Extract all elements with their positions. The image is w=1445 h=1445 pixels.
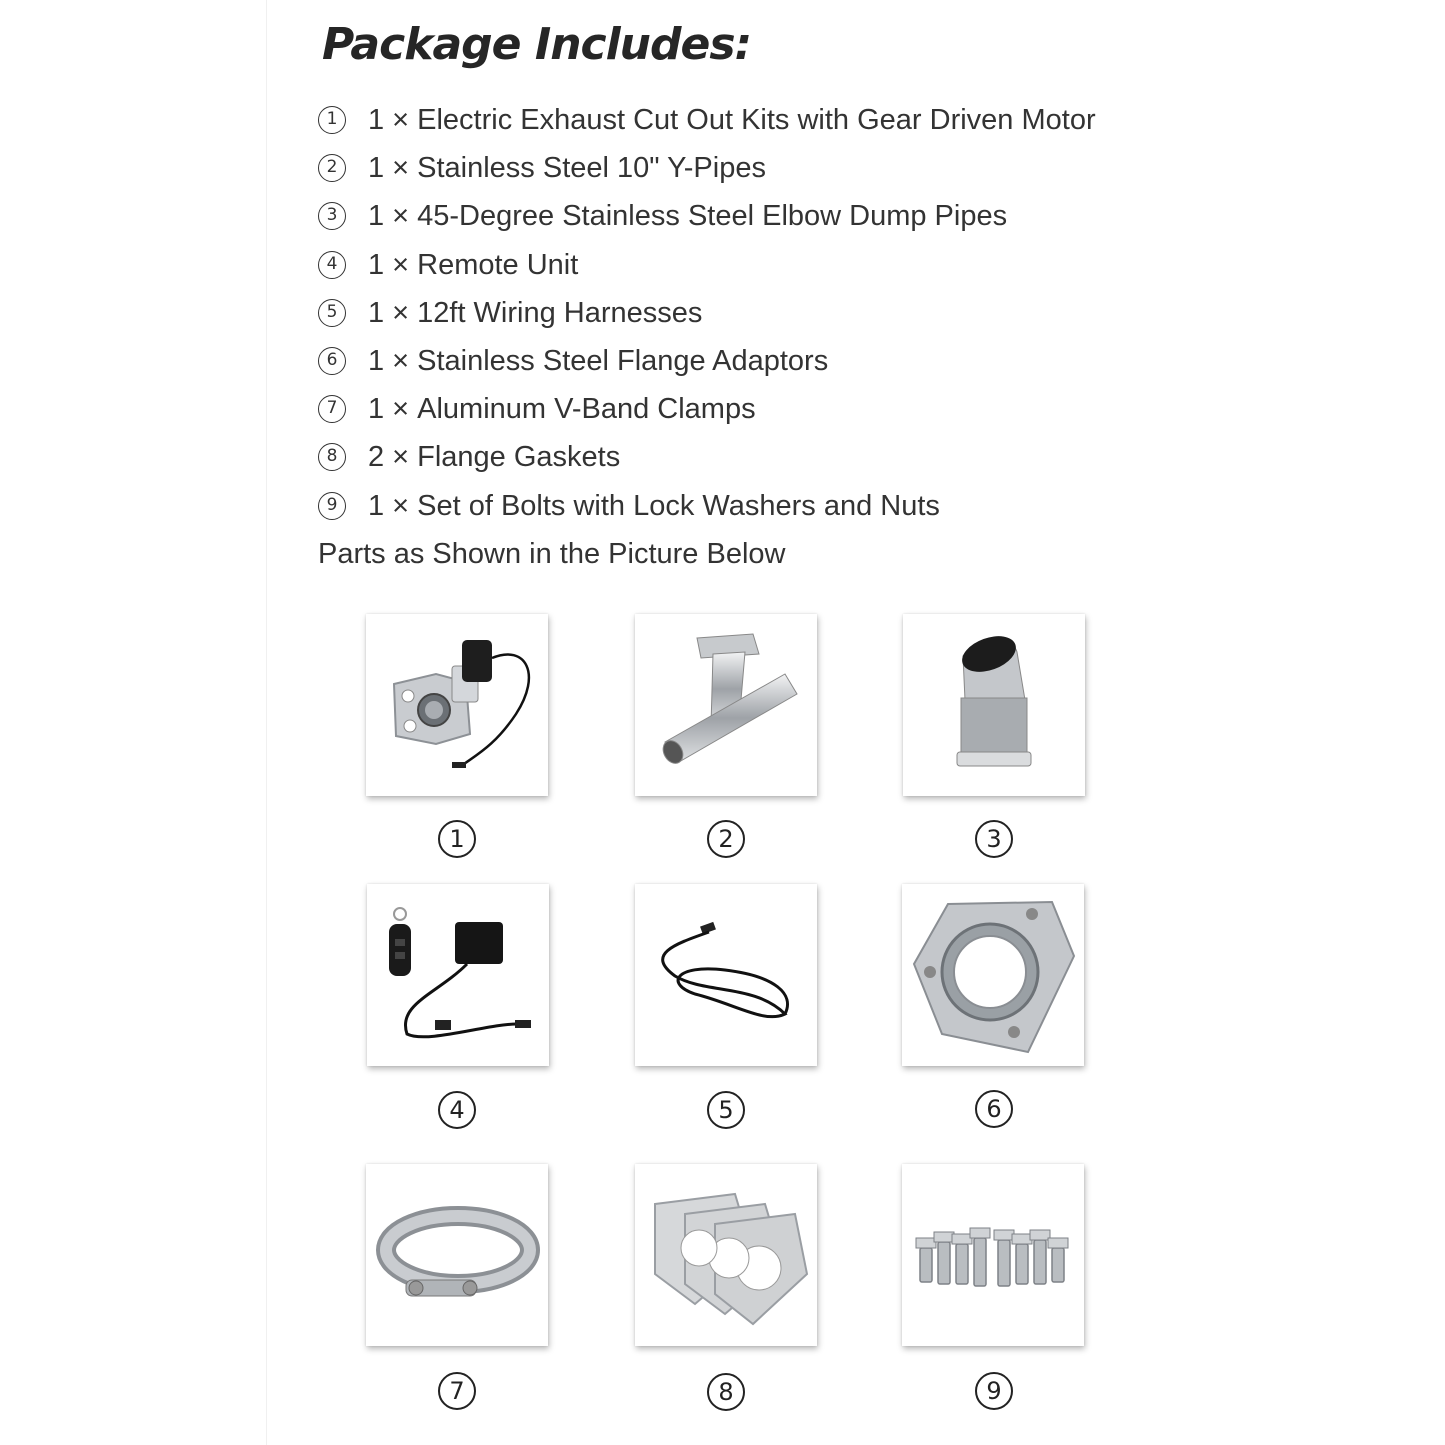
tile-number: 4 [438,1091,476,1129]
item-text: Aluminum V-Band Clamps [417,393,756,426]
tile-number: 3 [975,820,1013,858]
list-item [318,482,1096,530]
tile-number: 9 [975,1372,1013,1410]
list-item [318,192,1096,240]
item-qty: 1 × [368,296,410,329]
item-qty: 1 × [368,104,410,137]
tile-number: 6 [975,1090,1013,1128]
tile-number: 7 [438,1372,476,1410]
product-image-cutout-motor [366,614,548,796]
list-item [318,337,1096,385]
item-text: Flange Gaskets [417,441,621,474]
item-number: 2 [318,154,346,182]
item-number: 6 [318,347,346,375]
item-text: Set of Bolts with Lock Washers and Nuts [417,489,940,522]
item-qty: 1 × [368,248,410,281]
page-divider [266,0,267,1445]
package-list [318,96,1096,530]
product-image-elbow-pipe [903,614,1085,796]
item-qty: 1 × [368,152,410,185]
item-text: Stainless Steel 10" Y-Pipes [417,152,766,185]
item-qty: 1 × [368,489,410,522]
item-text: Electric Exhaust Cut Out Kits with Gear Driven Motor [417,104,1096,137]
parts-note: Parts as Shown in the Picture Below [318,538,786,570]
item-number: 9 [318,492,346,520]
item-number: 8 [318,443,346,471]
product-image-vband-clamp [366,1164,548,1346]
item-number: 5 [318,299,346,327]
tile-number: 2 [707,820,745,858]
list-item [318,385,1096,433]
item-number: 3 [318,202,346,230]
item-text: 12ft Wiring Harnesses [417,296,703,329]
product-image-y-pipe [635,614,817,796]
product-image-flange-adaptor [902,884,1084,1066]
item-number: 1 [318,106,346,134]
item-text: Stainless Steel Flange Adaptors [417,345,829,378]
list-item [318,433,1096,481]
list-item [318,289,1096,337]
item-qty: 1 × [368,345,410,378]
list-item [318,96,1096,144]
tile-number: 8 [707,1373,745,1411]
item-qty: 2 × [368,441,410,474]
item-qty: 1 × [368,200,410,233]
item-number: 4 [318,251,346,279]
item-text: 45-Degree Stainless Steel Elbow Dump Pipes [417,200,1008,233]
list-item [318,144,1096,192]
tile-number: 5 [707,1091,745,1129]
tile-number: 1 [438,820,476,858]
item-qty: 1 × [368,393,410,426]
product-image-remote-unit [367,884,549,1066]
list-item [318,241,1096,289]
product-image-bolts-nuts [902,1164,1084,1346]
item-text: Remote Unit [417,248,579,281]
page-title: Package Includes: [322,19,752,70]
product-image-flange-gaskets [635,1164,817,1346]
product-image-wiring-harness [635,884,817,1066]
item-number: 7 [318,395,346,423]
